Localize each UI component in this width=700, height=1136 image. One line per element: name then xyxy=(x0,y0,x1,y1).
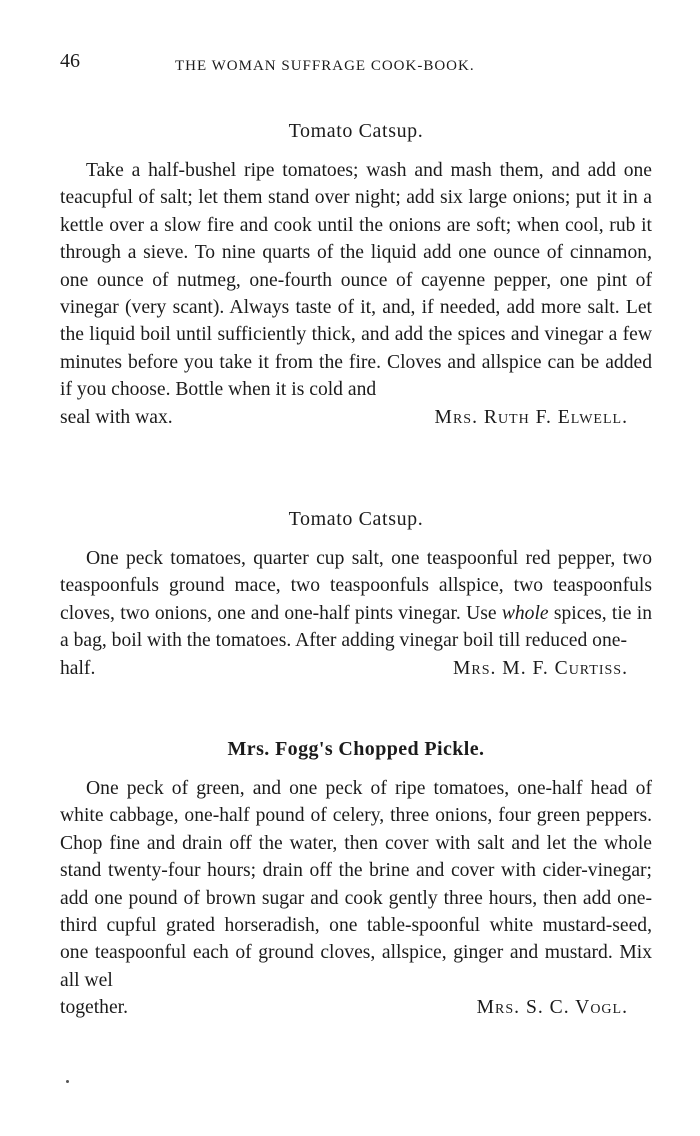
recipe-body: Take a half-bushel ripe tomatoes; wash and mash them, and add one teacupful of salt; let them stand over night; add six large onions; put it in a kettle over a slow fire and cook until the onions are soft; when cool, rub it through a sieve. To nine quarts of the liquid add one ounce of cinnamon, one ounce of nutmeg, one-fourth ounce of cayenne pepper, one pint of vinegar (very scant). Always taste of it, and, if needed, add more salt. Let the liquid boil until sufficiently thick, and add the spices and vinegar a few minutes before you take it from the fire. Cloves and allspice can be added if you choose. Bottle when it is cold and xyxy=(60,160,652,401)
recipe-tomato-catsup-1 xyxy=(60,120,652,431)
recipe-body xyxy=(60,545,652,655)
recipe-attribution: Mrs. M. F. Curtiss. xyxy=(452,657,628,679)
recipe-title: Tomato Catsup. xyxy=(288,120,424,142)
recipe-title: Mrs. Fogg's Chopped Pickle. xyxy=(227,738,485,760)
recipe-body-emphasis: whole xyxy=(501,602,549,624)
recipe-body-text: spices, tie in a bag, boil with the tomatoes. After adding vinegar boil till reduced one- xyxy=(60,602,652,652)
recipe-tomato-catsup-2 xyxy=(60,508,652,682)
recipe-body: One peck of green, and one peck of ripe tomatoes, one-half head of white cabbage, one-half pound of celery, three onions, four green peppers. Chop fine and drain off the water, then cover with salt and let the whole stand twenty-four hours; drain off the brine and cover with cider-vinegar; add one pound of brown sugar and cook gently three hours, then add one-third cupful grated horseradish, one table-spoonful white mustard-seed, one teaspoonful each of ground cloves, allspice, ginger and mustard. Mix all wel xyxy=(60,778,652,991)
recipe-last-line: seal with wax. xyxy=(60,406,173,428)
recipe-last-line: together. xyxy=(60,997,129,1019)
recipe-ending xyxy=(60,655,652,682)
recipe-last-line: half. xyxy=(60,657,96,679)
page-number: 46 xyxy=(60,50,80,72)
recipe-ending xyxy=(60,994,652,1021)
recipe-body-text: One peck tomatoes, quarter cup salt, one teaspoonful red pepper, two teaspoonfuls ground mace, two teaspoonfuls allspice, two teaspoonfuls cloves, two onions, one and one-half pints vinegar. Use xyxy=(60,548,652,624)
recipe-title: Tomato Catsup. xyxy=(288,508,424,530)
recipe-ending xyxy=(60,404,652,431)
recipe-attribution: Mrs. Ruth F. Elwell. xyxy=(434,406,628,428)
recipe-chopped-pickle xyxy=(60,738,652,1022)
running-head: THE WOMAN SUFFRAGE COOK-BOOK. xyxy=(175,58,475,74)
print-speck xyxy=(66,1080,69,1083)
recipe-attribution: Mrs. S. C. Vogl. xyxy=(476,997,628,1019)
